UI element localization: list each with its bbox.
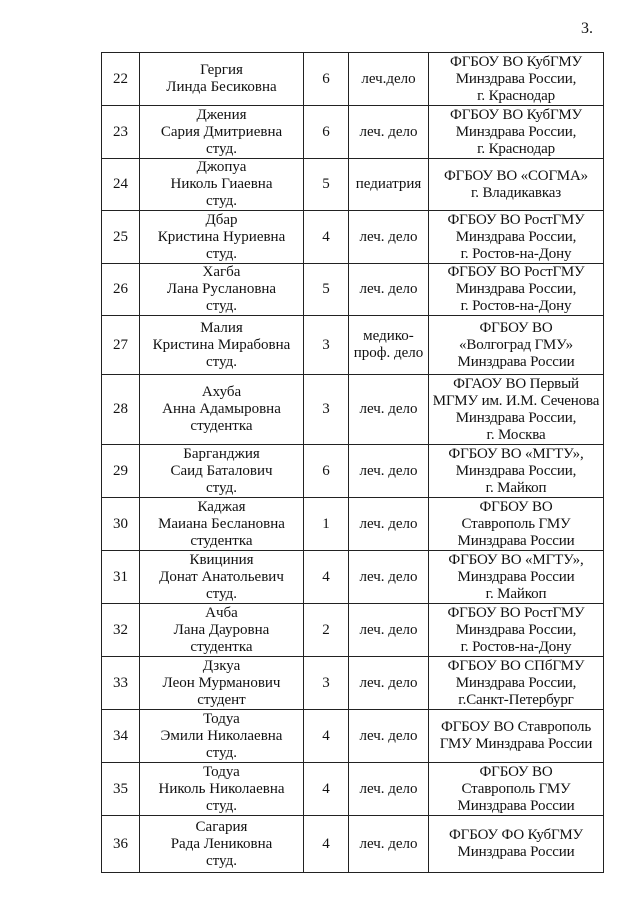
university-line: ФГБОУ ВО «СОГМА» bbox=[443, 167, 589, 184]
university-line: г. Ростов-на-Дону bbox=[460, 245, 572, 262]
student-name-line: Маиана Беслановна bbox=[158, 515, 285, 532]
specialty bbox=[349, 159, 429, 211]
student-name-line: Саид Баталович bbox=[170, 462, 273, 479]
university-line: ФГБОУ ВО КубГМУ bbox=[450, 106, 582, 123]
university-line: МГМУ им. И.М. Сеченова bbox=[432, 392, 600, 409]
row-number: 31 bbox=[102, 551, 140, 604]
university-line: г. Владикавказ bbox=[470, 184, 562, 201]
student-name-line: Каджая bbox=[197, 498, 246, 515]
table-row bbox=[102, 551, 604, 604]
row-number: 24 bbox=[102, 159, 140, 211]
student-name bbox=[140, 106, 304, 159]
university-line: ФГБОУ ВО bbox=[479, 498, 553, 515]
university-line: Ставрополь ГМУ bbox=[461, 780, 571, 797]
specialty-line: леч. дело bbox=[359, 727, 418, 744]
university-line: Минздрава России bbox=[457, 353, 575, 370]
students-table bbox=[101, 52, 604, 873]
student-name bbox=[140, 211, 304, 264]
student-name-line: Квициния bbox=[189, 551, 254, 568]
university-line: Минздрава России, bbox=[455, 281, 577, 297]
university-line: Минздрава России, bbox=[455, 621, 577, 638]
specialty-line: леч. дело bbox=[359, 621, 418, 638]
student-name-line: студ. bbox=[206, 140, 237, 157]
student-name-line: Рада Лениковна bbox=[170, 835, 273, 852]
university bbox=[429, 264, 604, 316]
university-line: г. Ростов-на-Дону bbox=[460, 638, 572, 655]
student-name bbox=[140, 657, 304, 710]
student-name-line: Эмили Николаевна bbox=[160, 727, 283, 744]
university-line: ФГБОУ ВО РостГМУ bbox=[447, 211, 585, 228]
specialty-line: леч. дело bbox=[359, 281, 418, 297]
table-row bbox=[102, 657, 604, 710]
student-name-line: Тодуа bbox=[203, 763, 240, 780]
specialty bbox=[349, 445, 429, 498]
university-line: Минздрава России bbox=[457, 844, 575, 860]
specialty-line: педиатрия bbox=[355, 176, 422, 192]
student-name bbox=[140, 604, 304, 657]
student-name-line: Кристина Мирабовна bbox=[152, 336, 291, 353]
student-name-line: студентка bbox=[190, 532, 253, 549]
student-name bbox=[140, 445, 304, 498]
student-name-line: Ачба bbox=[205, 604, 238, 621]
university-line: Минздрава России bbox=[457, 797, 575, 814]
university-line: Минздрава России bbox=[457, 532, 575, 549]
university-line: ФГБОУ ВО СПбГМУ bbox=[447, 657, 585, 674]
row-number: 23 bbox=[102, 106, 140, 159]
university-line: Минздрава России, bbox=[455, 674, 577, 691]
course-year: 2 bbox=[304, 604, 349, 657]
course-year: 1 bbox=[304, 498, 349, 551]
row-number: 34 bbox=[102, 710, 140, 763]
university-line: Минздрава России, bbox=[455, 228, 577, 245]
course-year: 3 bbox=[304, 316, 349, 375]
university bbox=[429, 445, 604, 498]
student-name bbox=[140, 498, 304, 551]
specialty-line: леч. дело bbox=[359, 123, 418, 140]
student-name-line: Джопуа bbox=[196, 159, 247, 175]
university bbox=[429, 316, 604, 375]
specialty-line: леч. дело bbox=[359, 835, 418, 852]
page-number: 3. bbox=[581, 20, 593, 37]
student-name-line: студ. bbox=[206, 298, 237, 314]
student-name-line: Тодуа bbox=[203, 710, 240, 727]
student-name-line: студ. bbox=[206, 193, 237, 209]
student-name-line: студ. bbox=[206, 744, 237, 761]
university-line: ФГБОУ ВО «МГТУ», bbox=[448, 551, 584, 568]
table-row bbox=[102, 604, 604, 657]
university-line: ФГБОУ ВО РостГМУ bbox=[447, 264, 585, 280]
course-year: 4 bbox=[304, 551, 349, 604]
university bbox=[429, 657, 604, 710]
specialty bbox=[349, 375, 429, 445]
student-name bbox=[140, 264, 304, 316]
table-row bbox=[102, 445, 604, 498]
university bbox=[429, 816, 604, 873]
university-line: «Волгоград ГМУ» bbox=[458, 336, 573, 353]
student-name-line: Линда Бесиковна bbox=[166, 79, 277, 95]
specialty-line: леч. дело bbox=[359, 462, 418, 479]
university-line: Ставрополь ГМУ bbox=[461, 515, 571, 532]
student-name-line: студ. bbox=[206, 245, 237, 262]
specialty-line: проф. дело bbox=[353, 345, 424, 361]
row-number: 29 bbox=[102, 445, 140, 498]
course-year: 3 bbox=[304, 657, 349, 710]
specialty bbox=[349, 657, 429, 710]
table-row bbox=[102, 763, 604, 816]
row-number: 36 bbox=[102, 816, 140, 873]
student-name-line: студ. bbox=[206, 353, 237, 370]
university-line: ГМУ Минздрава России bbox=[439, 736, 593, 752]
table-row bbox=[102, 816, 604, 873]
student-name bbox=[140, 763, 304, 816]
university-line: Минздрава России, bbox=[455, 409, 577, 426]
specialty-line: медико- bbox=[363, 328, 414, 344]
course-year: 4 bbox=[304, 710, 349, 763]
student-name-line: студ. bbox=[206, 852, 237, 869]
table-row bbox=[102, 710, 604, 763]
table-row bbox=[102, 211, 604, 264]
student-name-line: Леон Мурманович bbox=[162, 674, 281, 691]
specialty bbox=[349, 316, 429, 375]
student-name-line: студ. bbox=[206, 585, 237, 602]
row-number: 25 bbox=[102, 211, 140, 264]
university bbox=[429, 498, 604, 551]
university-line: ФГАОУ ВО Первый bbox=[453, 375, 579, 392]
specialty bbox=[349, 551, 429, 604]
university-line: ФГБОУ ВО bbox=[479, 319, 553, 336]
university-line: Минздрава России bbox=[457, 568, 575, 585]
student-name-line: Лана Дауровна bbox=[173, 621, 270, 638]
specialty bbox=[349, 763, 429, 816]
student-name-line: студентка bbox=[190, 418, 253, 434]
university-line: г. Краснодар bbox=[477, 87, 555, 104]
student-name-line: Ахуба bbox=[201, 384, 242, 400]
specialty-line: леч. дело bbox=[359, 228, 418, 245]
specialty bbox=[349, 53, 429, 106]
university-line: г. Майкоп bbox=[485, 479, 547, 496]
university-line: Минздрава России, bbox=[455, 123, 577, 140]
student-name bbox=[140, 159, 304, 211]
university bbox=[429, 375, 604, 445]
university-line: ФГБОУ ВО bbox=[479, 763, 553, 780]
university-line: г. Москва bbox=[486, 426, 546, 443]
row-number: 35 bbox=[102, 763, 140, 816]
university-line: ФГБОУ ФО КубГМУ bbox=[448, 827, 583, 843]
university bbox=[429, 710, 604, 763]
student-name-line: Николь Гиаевна bbox=[170, 176, 273, 192]
specialty-line: леч.дело bbox=[361, 70, 416, 87]
specialty bbox=[349, 816, 429, 873]
student-name-line: студ. bbox=[206, 797, 237, 814]
university-line: Минздрава России, bbox=[455, 70, 577, 87]
row-number: 27 bbox=[102, 316, 140, 375]
specialty-line: леч. дело bbox=[359, 515, 418, 532]
student-name bbox=[140, 375, 304, 445]
table-row bbox=[102, 498, 604, 551]
specialty bbox=[349, 498, 429, 551]
university bbox=[429, 763, 604, 816]
student-name-line: Барганджия bbox=[183, 445, 260, 462]
university bbox=[429, 604, 604, 657]
university-line: ФГБОУ ВО Ставрополь bbox=[440, 719, 592, 735]
table-row bbox=[102, 53, 604, 106]
row-number: 22 bbox=[102, 53, 140, 106]
table-row bbox=[102, 106, 604, 159]
table-row bbox=[102, 159, 604, 211]
student-name-line: Сария Дмитриевна bbox=[160, 123, 283, 140]
student-name bbox=[140, 316, 304, 375]
table-row bbox=[102, 375, 604, 445]
student-name-line: студ. bbox=[206, 479, 237, 496]
student-name-line: Гергия bbox=[200, 62, 243, 78]
student-name-line: Сагария bbox=[195, 818, 248, 835]
university-line: г. Ростов-на-Дону bbox=[460, 298, 572, 314]
student-name-line: студентка bbox=[190, 638, 253, 655]
university-line: ФГБОУ ВО КубГМУ bbox=[450, 53, 582, 70]
course-year: 4 bbox=[304, 211, 349, 264]
student-name-line: Малия bbox=[200, 319, 243, 336]
specialty bbox=[349, 106, 429, 159]
university-line: г. Краснодар bbox=[477, 140, 555, 157]
student-name-line: Дбар bbox=[205, 211, 238, 228]
course-year: 5 bbox=[304, 159, 349, 211]
course-year: 6 bbox=[304, 53, 349, 106]
student-name-line: Анна Адамыровна bbox=[162, 401, 281, 417]
course-year: 3 bbox=[304, 375, 349, 445]
specialty-line: леч. дело bbox=[359, 674, 418, 691]
university-line: ФГБОУ ВО РостГМУ bbox=[447, 604, 585, 621]
course-year: 6 bbox=[304, 106, 349, 159]
student-name-line: Донат Анатольевич bbox=[159, 568, 284, 585]
course-year: 6 bbox=[304, 445, 349, 498]
university bbox=[429, 551, 604, 604]
student-name-line: Джения bbox=[196, 106, 247, 123]
university bbox=[429, 106, 604, 159]
specialty bbox=[349, 710, 429, 763]
table-row bbox=[102, 316, 604, 375]
student-name bbox=[140, 53, 304, 106]
student-name-line: Дзкуа bbox=[202, 657, 241, 674]
table-row bbox=[102, 264, 604, 316]
row-number: 30 bbox=[102, 498, 140, 551]
specialty-line: леч. дело bbox=[359, 401, 418, 417]
university bbox=[429, 53, 604, 106]
university-line: Минздрава России, bbox=[455, 462, 577, 479]
student-name-line: Кристина Нуриевна bbox=[157, 228, 286, 245]
specialty-line: леч. дело bbox=[359, 568, 418, 585]
specialty-line: леч. дело bbox=[359, 780, 418, 797]
row-number: 28 bbox=[102, 375, 140, 445]
course-year: 5 bbox=[304, 264, 349, 316]
student-name-line: Хагба bbox=[202, 264, 241, 280]
student-name bbox=[140, 551, 304, 604]
course-year: 4 bbox=[304, 763, 349, 816]
row-number: 26 bbox=[102, 264, 140, 316]
university-line: ФГБОУ ВО «МГТУ», bbox=[448, 445, 584, 462]
course-year: 4 bbox=[304, 816, 349, 873]
student-name bbox=[140, 710, 304, 763]
student-name bbox=[140, 816, 304, 873]
university-line: г. Майкоп bbox=[485, 585, 547, 602]
student-name-line: Николь Николаевна bbox=[158, 780, 285, 797]
row-number: 32 bbox=[102, 604, 140, 657]
university bbox=[429, 211, 604, 264]
university-line: г.Санкт-Петербург bbox=[458, 691, 574, 708]
student-name-line: Лана Руслановна bbox=[166, 281, 277, 297]
specialty bbox=[349, 211, 429, 264]
specialty bbox=[349, 264, 429, 316]
specialty bbox=[349, 604, 429, 657]
student-name-line: студент bbox=[197, 691, 246, 708]
university bbox=[429, 159, 604, 211]
row-number: 33 bbox=[102, 657, 140, 710]
